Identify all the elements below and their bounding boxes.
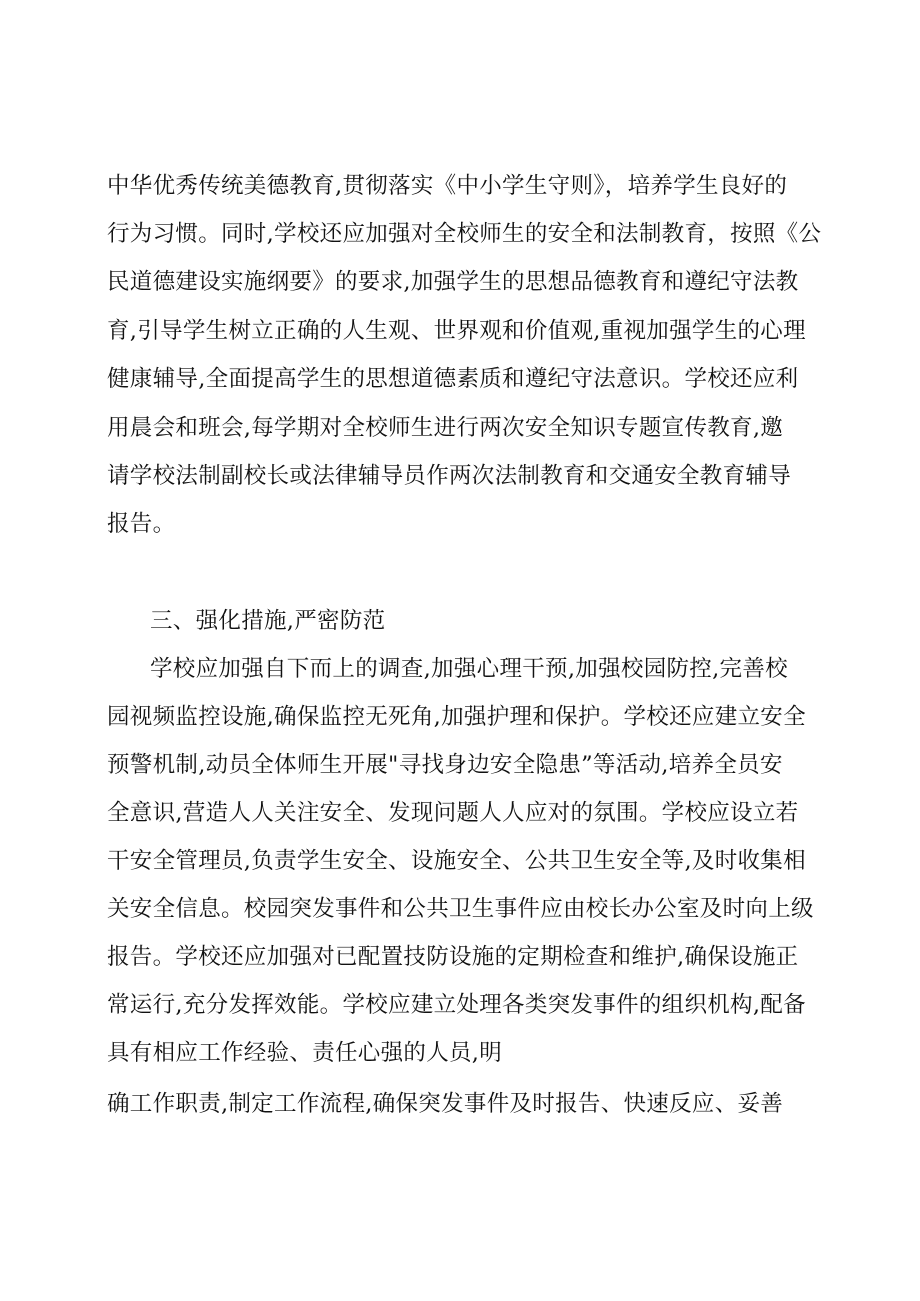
paragraph-1-line: 报告。	[107, 511, 176, 537]
paragraph-1-line: 健康辅导,全面提高学生的思想道德素质和遵纪守法意识。学校还应利	[107, 366, 799, 392]
paragraph-1-line: 请学校法制副校长或法律辅导员作两次法制教育和交通安全教育辅导	[107, 463, 792, 489]
paragraph-2-line: 预警机制,动员全体师生开展"寻找身边安全隐患”等活动,培养全员安	[107, 752, 783, 778]
paragraph-2-line: 报告。学校还应加强对已配置技防设施的定期检查和维护,确保设施正	[107, 944, 799, 970]
paragraph-2-line: 全意识,营造人人关注安全、发现问题人人应对的氛围。学校应设立若	[107, 800, 799, 826]
paragraph-2-line: 关安全信息。校园突发事件和公共卫生事件应由校长办公室及时向上级	[107, 896, 814, 922]
paragraph-1-line: 育,引导学生树立正确的人生观、世界观和价值观,重视加强学生的心理	[107, 318, 806, 344]
paragraph-2-line: 学校应加强自下而上的调查,加强心理干预,加强校园防控,完善校	[150, 656, 788, 682]
paragraph-2-line: 常运行,充分发挥效能。学校应建立处理各类突发事件的组织机构,配备	[107, 992, 806, 1018]
paragraph-2-line: 干安全管理员,负责学生安全、设施安全、公共卫生安全等,及时收集相	[107, 848, 806, 874]
paragraph-1-line: 用晨会和班会,每学期对全校师生进行两次安全知识专题宣传教育,邀	[107, 415, 784, 441]
paragraph-1-line: 民道德建设实施纲要》的要求,加强学生的思想品德教育和遵纪守法教	[107, 269, 799, 295]
paragraph-1-line: 行为习惯。同时,学校还应加强对全校师生的安全和法制教育，按照《公	[107, 221, 822, 247]
section-heading: 三、强化措施,严密防范	[150, 608, 386, 634]
paragraph-2-line: 具有相应工作经验、责任心强的人员,明	[107, 1040, 503, 1066]
paragraph-2-line: 园视频监控设施,确保监控无死角,加强护理和保护。学校还应建立安全	[107, 704, 806, 730]
paragraph-2-line: 确工作职责,制定工作流程,确保突发事件及时报告、快速反应、妥善	[107, 1091, 784, 1117]
paragraph-1-line: 中华优秀传统美德教育,贯彻落实《中小学生守则》，培养学生良好的	[107, 173, 788, 199]
